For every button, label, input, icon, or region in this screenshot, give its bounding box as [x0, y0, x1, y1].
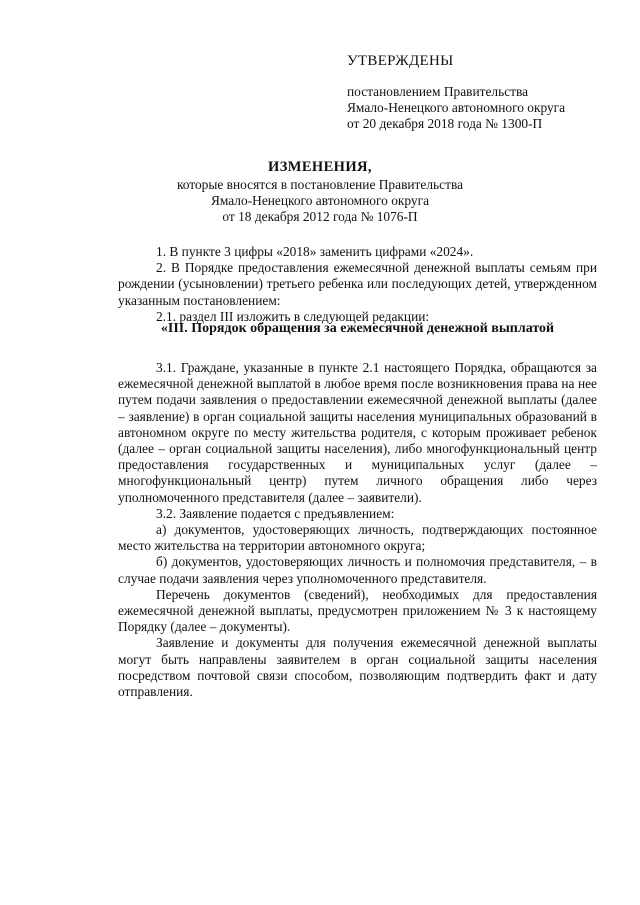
document-title: ИЗМЕНЕНИЯ,	[268, 159, 372, 175]
paragraph: 3.2. Заявление подается с предъявлением:	[156, 505, 395, 521]
paragraph: Перечень документов (сведений), необходимых для предоставления ежемесячной денежной выплаты, предусмотрен приложением № 3 к настоящему Порядку (далее – документы).	[118, 586, 597, 635]
section-body	[118, 360, 597, 700]
section-title: «III. Порядок обращения за ежемесячной денежной выплатой	[160, 321, 555, 336]
approval-line: от 20 декабря 2018 года № 1300-П	[347, 116, 543, 131]
paragraph: Заявление и документы для получения ежемесячной денежной выплаты могут быть направлены заявителем в орган социальной защиты населения посредством почтовой связи способом, позволяющим подтвердить факт и дату отправления.	[118, 635, 597, 700]
approval-stamp-block	[347, 52, 617, 132]
approval-title: УТВЕРЖДЕНЫ	[347, 53, 454, 69]
intro-block	[118, 244, 597, 325]
paragraph: б) документов, удостоверяющих личность и полномочия представителя, – в случае подачи заявления через уполномоченного представителя.	[118, 554, 597, 586]
subtitle-line: которые вносятся в постановление Правительства	[176, 177, 464, 192]
paragraph: 2. В Порядке предоставления ежемесячной денежной выплаты семьям при рождении (усыновлении) третьего ребенка или последующих детей, утвержденном указанным постановлением:	[118, 260, 597, 308]
paragraph: 1. В пункте 3 цифры «2018» заменить цифрами «2024».	[156, 244, 474, 259]
subtitle-line: Ямало-Ненецкого автономного округа	[210, 193, 430, 208]
paragraph: 2.1. раздел III изложить в следующей редакции:	[156, 308, 430, 324]
paragraph: а) документов, удостоверяющих личность, подтверждающих постоянное место жительства на территории автономного округа;	[118, 522, 597, 554]
paragraph: 3.1. Граждане, указанные в пункте 2.1 настоящего Порядка, обращаются за ежемесячной денежной выплатой в любое время после возникновения права на нее путем подачи заявления о предоставлении ежемесячной денежной выплаты (далее – заявление) в орган социальной защиты населения муниципальных образований в автономном округе по месту жительства родителя, с которым проживает ребенок (далее – орган социальной защиты населения), либо многофункциональный центр предоставления государственных и муниципальных услуг (далее – многофункциональный центр) путем личного обращения либо через уполномоченного представителя (далее – заявители).	[118, 360, 597, 505]
document-subtitle	[90, 177, 550, 225]
approval-line: постановлением Правительства	[347, 84, 529, 99]
subtitle-line: от 18 декабря 2012 года № 1076-П	[222, 209, 418, 224]
approval-line: Ямало-Ненецкого автономного округа	[347, 100, 566, 115]
